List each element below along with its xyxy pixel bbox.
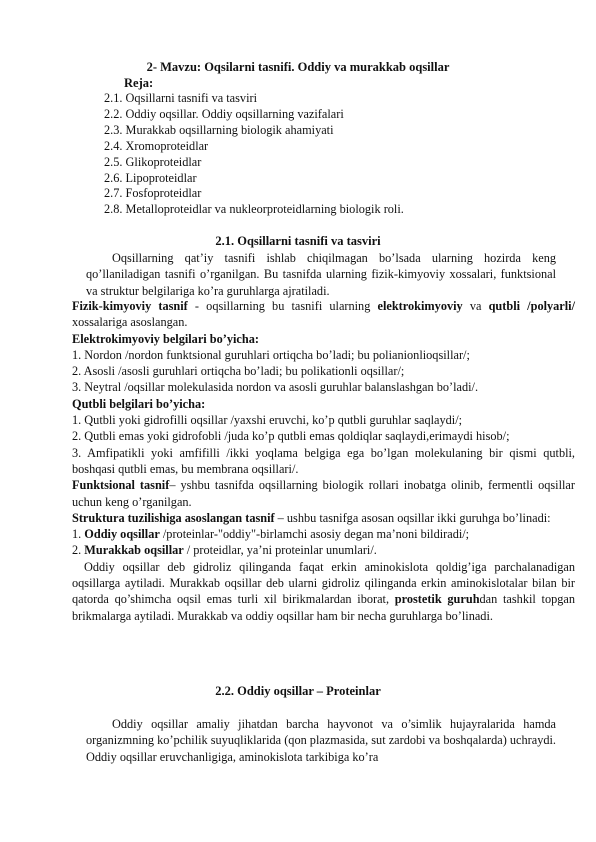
section1-body (72, 298, 575, 624)
fizik-kimyoviy-paragraph (72, 298, 575, 331)
bold-term: Fizik-kimyoviy tasnif (72, 299, 188, 313)
plan-item: 2.3. Murakkab oqsillarning biologik ahamiyati (104, 122, 334, 137)
text-run: xossalariga asoslangan. (72, 315, 188, 330)
intro-text: Oqsillarning qat’iy tasnifi ishlab chiqilmagan bo’lsada ularning hozirda keng qo’llaniladigan tasnifi o’rganilgan. Bu tasnifda ularning fizik-kimyoviy xossalari, funktsional va struktur belgilariga ko’ra guruhlarga ajratiladi. (86, 251, 556, 298)
text-run: - oqsillarning bu tasnifi ularning (187, 299, 378, 313)
text-run: /proteinlar-"oddiy"-birlamchi asosiy degan ma’noni bildiradi/; (159, 527, 470, 542)
subheading (72, 331, 575, 347)
subheading (72, 396, 575, 412)
bold-term: Oddiy oqsillar (84, 527, 160, 542)
list-item: 3. Neytral /oqsillar molekulasida nordon va asosli guruhlar balanslashgan bo’ladi/. (72, 380, 479, 395)
document-title: 2- Mavzu: Oqsilarni tasnifi. Oddiy va murakkab oqsillar (146, 60, 450, 74)
bold-term: prostetik guruh (394, 592, 480, 607)
text-run: va (462, 299, 489, 313)
bold-term: qutbli /polyarli/ (488, 299, 576, 313)
plan-item: 2.2. Oddiy oqsillar. Oddiy oqsillarning vazifalari (104, 106, 344, 121)
list-item: 1. Nordon /nordon funktsional guruhlari ortiqcha bo’ladi; bu polianionlioqsillar/; (72, 347, 470, 362)
text-run: – yshbu tasnifda oqsillarning biologik rollari inobatga olinib, fermentli oqsillar uchun keng o’rganilgan. (72, 478, 575, 509)
plan-item: 2.1. Oqsillarni tasnifi va tasviri (104, 91, 258, 105)
plan-item: 2.4. Xromoproteidlar (104, 138, 209, 153)
list-item: 2. Qutbli emas yoki gidrofobli /juda ko’p qutbli emas qoldiqlar saqlaydi,erimaydi hisob/; (72, 429, 510, 444)
section2-text: Oddiy oqsillar amaliy jihatdan barcha hayvonot va o’simlik hujayralarida hamda organizmning ko’pchilik suyuqliklarida (qon plazmasida, sut zardobi va boshqalarda) uchraydi. Oddiy oqsillar eruvchanligiga, aminokislota tarkibiga ko’ra (86, 717, 557, 764)
text-run: / proteidlar, ya’ni proteinlar unumlari/. (183, 543, 377, 558)
bold-term: elektrokimyoviy (377, 299, 463, 313)
struktura-paragraph (72, 510, 575, 526)
plan-list (104, 91, 404, 218)
subheading-text: Qutbli belgilari bo’yicha: (72, 396, 206, 411)
text-run: Oddiy oqsillar deb gidroliz qilinganda faqat erkin aminokislota qoldig’iga parchalanadigan oqsillarga aytiladi. Murakkab oqsillar deb ularni gidroliz qilinganda erkin aminokislotalar bilan bir qatorda qo’shimcha oqsil emas turli xil birikmalardan iborat, (72, 559, 575, 607)
definition-paragraph (72, 559, 575, 624)
plan-item: 2.7. Fosfoproteidlar (104, 186, 202, 201)
plan-item: 2.5. Glikoproteidlar (104, 154, 202, 169)
bold-term: Funktsional tasnif (72, 478, 170, 493)
list-item: 1. Qutbli yoki gidrofilli oqsillar /yaxshi eruvchi, ko’p qutbli guruhlar saqlaydi/; (72, 413, 463, 428)
bold-term: Struktura tuzilishiga asoslangan tasnif (72, 510, 275, 525)
subheading-text: Elektrokimyoviy belgilari bo’yicha: (72, 331, 259, 346)
text-run: 2. (72, 543, 85, 558)
text-run: 1. (72, 527, 85, 542)
list-item (72, 526, 575, 542)
plan-item: 2.8. Metalloproteidlar va nukleorproteidlarning biologik roli. (104, 202, 404, 217)
funktsional-paragraph (72, 477, 575, 510)
plan-label: Reja: (124, 76, 154, 90)
text-run: – ushbu tasnifga asosan oqsillar ikki guruhga bo’linadi: (274, 510, 551, 525)
list-item: 3. Amfipatikli yoki amfifilli /ikki yoqlama belgiga ega bo’lgan molekulaning bir qismi qutbli, boshqasi qutbli emas, bu membrana oqsillari/. (72, 445, 575, 476)
plan-item: 2.6. Lipoproteidlar (104, 170, 197, 185)
list-item (72, 542, 575, 558)
section2-paragraph (86, 716, 556, 765)
text-run: dan tashkil topgan brikmalarga aytiladi. Murakkab va oddiy oqsillar ham bir necha guruhlarga bo’linadi. (72, 592, 575, 623)
section-heading: 2.1. Oqsillarni tasnifi va tasviri (215, 234, 381, 248)
bold-term: Murakkab oqsillar (84, 543, 184, 558)
section-heading: 2.2. Oddiy oqsillar – Proteinlar (215, 684, 381, 698)
intro-paragraph (86, 250, 556, 299)
list-item: 2. Asosli /asosli guruhlari ortiqcha bo’ladi; bu polikationli oqsillar/; (72, 364, 405, 379)
